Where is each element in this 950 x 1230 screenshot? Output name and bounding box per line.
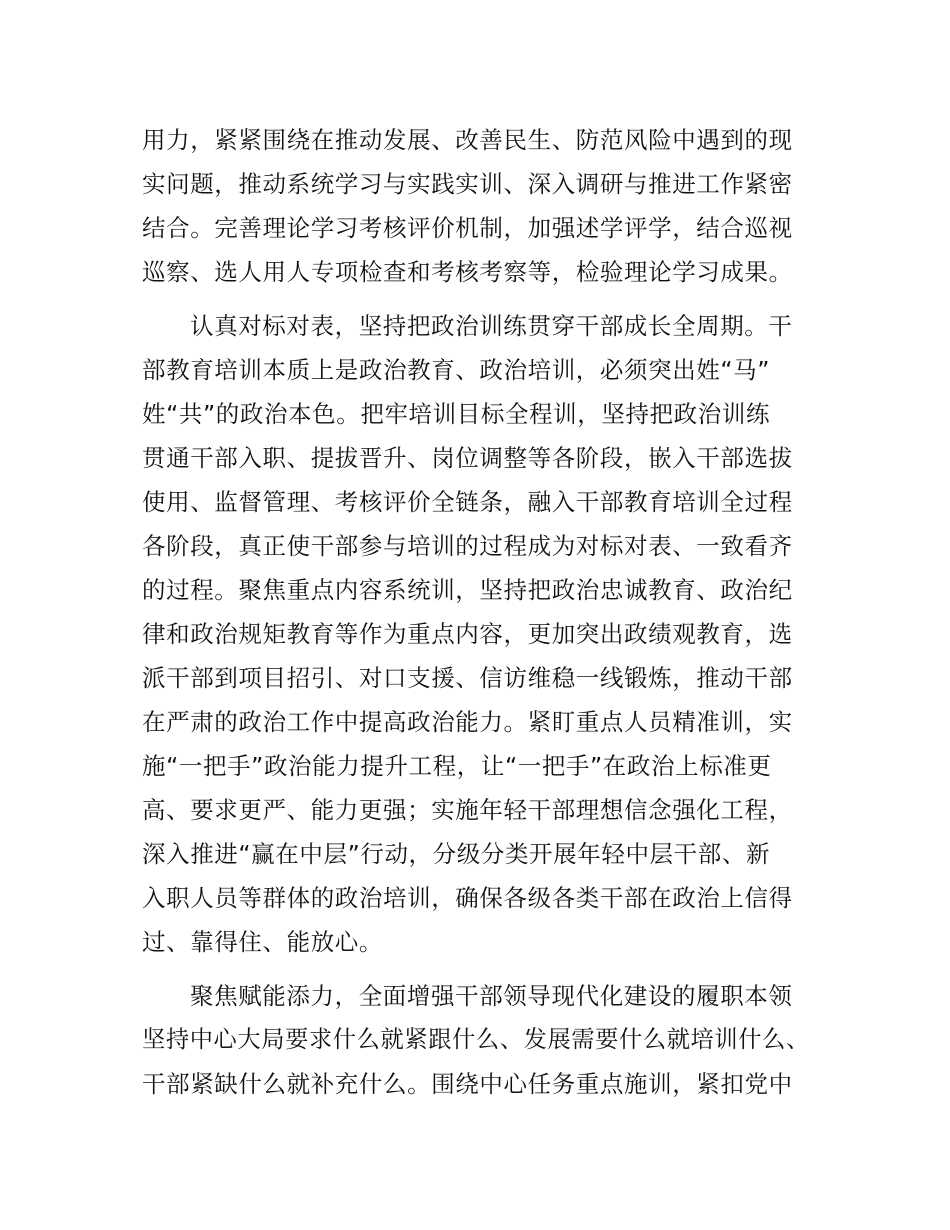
- text-line: 聚焦赋能添力，全面增强干部领导现代化建设的履职本领: [190, 982, 793, 1010]
- text-line: 入职人员等群体的政治培训，确保各级各类干部在政治上信得: [142, 884, 793, 912]
- text-line: 各阶段，真正使干部参与培训的过程成为对标对表、一致看齐: [142, 532, 793, 560]
- text-line: 用力，紧紧围绕在推动发展、改善民生、防范风险中遇到的现: [142, 126, 793, 154]
- document-page: [142, 118, 814, 1116]
- text-line: 深入推进“赢在中层”行动，分级分类开展年轻中层干部、新: [142, 840, 771, 868]
- text-line: 使用、监督管理、考核评价全链条，融入干部教育培训全过程: [142, 488, 793, 516]
- text-line: 坚持中心大局要求什么就紧跟什么、发展需要什么就培训什么、: [142, 1026, 810, 1053]
- paragraph-3: [142, 974, 814, 1106]
- text-line: 派干部到项目招引、对口支援、信访维稳一线锻炼，推动干部: [142, 664, 793, 692]
- text-line: 过、靠得住、能放心。: [142, 928, 383, 956]
- text-line: 认真对标对表，坚持把政治训练贯穿干部成长全周期。干: [190, 312, 793, 340]
- text-line: 律和政治规矩教育等作为重点内容，更加突出政绩观教育，选: [142, 620, 793, 648]
- paragraph-2: [142, 304, 814, 964]
- text-line: 的过程。聚焦重点内容系统训，坚持把政治忠诚教育、政治纪: [142, 576, 793, 604]
- text-line: 部教育培训本质上是政治教育、政治培训，必须突出姓“马”: [142, 356, 771, 384]
- text-line: 姓“共”的政治本色。把牢培训目标全程训，坚持把政治训练: [142, 400, 771, 428]
- paragraph-1: [142, 118, 814, 294]
- text-line: 高、要求更严、能力更强；实施年轻干部理想信念强化工程，: [142, 796, 793, 824]
- text-line: 施“一把手”政治能力提升工程，让“一把手”在政治上标准更: [142, 752, 772, 780]
- text-line: 干部紧缺什么就补充什么。围绕中心任务重点施训，紧扣党中: [142, 1070, 793, 1098]
- text-line: 巡察、选人用人专项检查和考核考察等，检验理论学习成果。: [142, 258, 793, 286]
- text-line: 在严肃的政治工作中提高政治能力。紧盯重点人员精准训，实: [142, 708, 793, 736]
- text-line: 贯通干部入职、提拔晋升、岗位调整等各阶段，嵌入干部选拔: [142, 444, 793, 472]
- text-line: 结合。完善理论学习考核评价机制，加强述学评学，结合巡视: [142, 214, 793, 242]
- text-line: 实问题，推动系统学习与实践实训、深入调研与推进工作紧密: [142, 170, 793, 198]
